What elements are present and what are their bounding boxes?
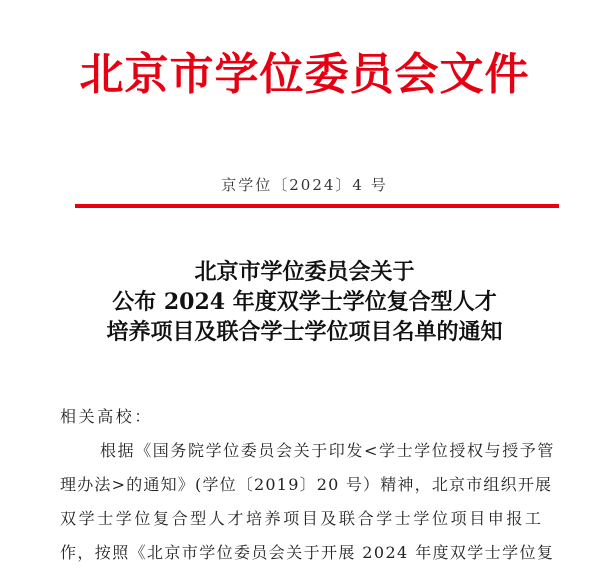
body-line: 作，按照《北京市学位委员会关于开展 2024 年度双学士学位复 (60, 543, 555, 562)
notice-title (20, 257, 589, 347)
notice-body (60, 400, 555, 570)
notice-title-line: 培养项目及联合学士学位项目名单的通知 (106, 319, 503, 345)
body-line: 理办法>的通知》(学位〔2019〕20 号）精神，北京市组织开展 (60, 475, 553, 494)
header-divider (75, 204, 559, 208)
salutation: 相关高校： (60, 407, 154, 426)
notice-title-line: 北京市学位委员会关于 (194, 259, 415, 285)
document-header-title: 北京市学位委员会文件 (79, 49, 530, 100)
document-number: 京学位〔2024〕4 号 (221, 176, 388, 194)
body-line: 根据《国务院学位委员会关于印发<学士学位授权与授予管 (100, 441, 556, 460)
notice-title-line: 公布 2024 年度双学士学位复合型人才 (112, 289, 497, 315)
body-line: 双学士学位复合型人才培养项目及联合学士学位项目申报工 (60, 509, 544, 528)
